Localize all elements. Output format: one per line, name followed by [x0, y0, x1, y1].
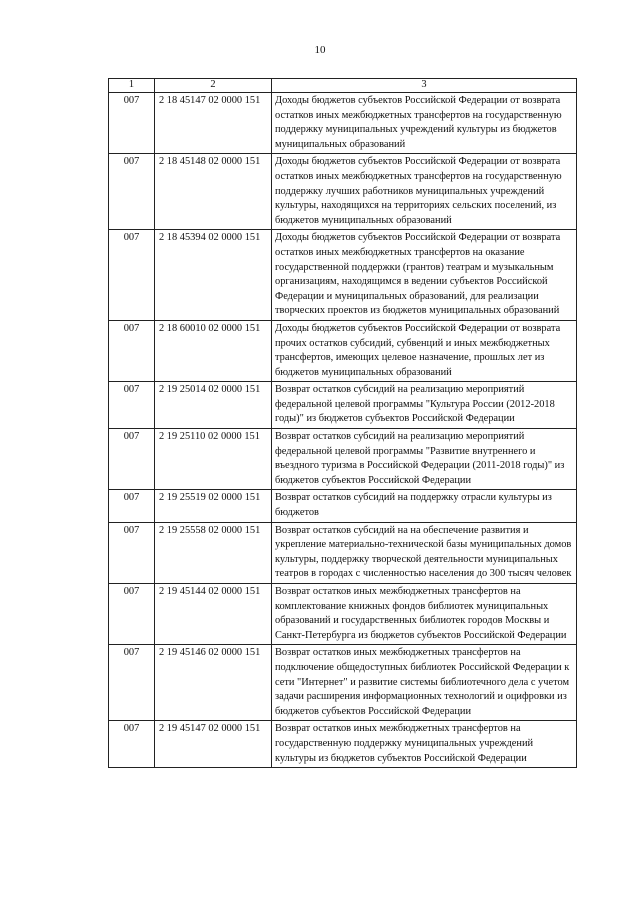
description-cell: Возврат остатков иных межбюджетных трансфертов на государственную поддержку муниципальных учреждений культуры из бюджетов субъектов Российской Федерации [272, 721, 577, 768]
table-header-row [109, 79, 577, 93]
admin-code-cell: 007 [109, 584, 155, 645]
budget-code-cell: 2 19 25519 02 0000 151 [155, 490, 272, 522]
description-cell: Доходы бюджетов субъектов Российской Федерации от возврата остатков иных межбюджетных трансфертов на государственную поддержку муниципальных учреждений культуры из бюджетов муниципальных образований [272, 93, 577, 154]
budget-code-cell: 2 18 45147 02 0000 151 [155, 93, 272, 154]
budget-code-cell: 2 18 45148 02 0000 151 [155, 154, 272, 230]
description-cell: Доходы бюджетов субъектов Российской Федерации от возврата остатков иных межбюджетных трансфертов на оказание государственной поддержки (грантов) театрам и музыкальным организациям, находящимся в ведении субъектов Российской Федерации и муниципальных образований, для реализации творческих проектов из бюджетов муниципальных образований [272, 230, 577, 321]
admin-code-cell: 007 [109, 382, 155, 429]
budget-code-cell: 2 18 45394 02 0000 151 [155, 230, 272, 321]
admin-code-cell: 007 [109, 230, 155, 321]
column-header-3: 3 [272, 79, 577, 93]
table-row [109, 93, 577, 154]
table-row [109, 382, 577, 429]
table-row [109, 584, 577, 645]
table-row [109, 154, 577, 230]
table-row [109, 230, 577, 321]
description-cell: Возврат остатков субсидий на на обеспечение развития и укрепление материально-технической базы муниципальных домов культуры, поддержку творческой деятельности муниципальных театров в городах с численностью населения до 300 тысяч человек [272, 522, 577, 583]
description-cell: Возврат остатков субсидий на реализацию мероприятий федеральной целевой программы "Развитие внутреннего и въездного туризма в Российской Федерации (2011-2018 годы)" из бюджетов субъектов Российской Федерации [272, 429, 577, 490]
description-cell: Возврат остатков субсидий на поддержку отрасли культуры из бюджетов [272, 490, 577, 522]
table-row [109, 522, 577, 583]
admin-code-cell: 007 [109, 93, 155, 154]
admin-code-cell: 007 [109, 645, 155, 721]
description-cell: Доходы бюджетов субъектов Российской Федерации от возврата остатков иных межбюджетных трансфертов на государственную поддержку лучших работников муниципальных учреждений культуры, находящихся на территориях сельских поселений, из бюджетов муниципальных образований [272, 154, 577, 230]
page-number: 10 [314, 44, 326, 56]
table-row [109, 490, 577, 522]
revenue-codes-table [108, 78, 577, 768]
admin-code-cell: 007 [109, 490, 155, 522]
table-row [109, 721, 577, 768]
admin-code-cell: 007 [109, 154, 155, 230]
column-header-2: 2 [155, 79, 272, 93]
admin-code-cell: 007 [109, 522, 155, 583]
admin-code-cell: 007 [109, 320, 155, 381]
table-row [109, 429, 577, 490]
budget-code-cell: 2 19 45147 02 0000 151 [155, 721, 272, 768]
table-row [109, 645, 577, 721]
admin-code-cell: 007 [109, 429, 155, 490]
budget-code-cell: 2 18 60010 02 0000 151 [155, 320, 272, 381]
budget-code-cell: 2 19 45146 02 0000 151 [155, 645, 272, 721]
admin-code-cell: 007 [109, 721, 155, 768]
budget-code-cell: 2 19 25014 02 0000 151 [155, 382, 272, 429]
description-cell: Возврат остатков субсидий на реализацию мероприятий федеральной целевой программы "Культура России (2012-2018 годы)" из бюджетов субъектов Российской Федерации [272, 382, 577, 429]
budget-code-cell: 2 19 25558 02 0000 151 [155, 522, 272, 583]
budget-code-cell: 2 19 45144 02 0000 151 [155, 584, 272, 645]
table-row [109, 320, 577, 381]
description-cell: Доходы бюджетов субъектов Российской Федерации от возврата прочих остатков субсидий, субвенций и иных межбюджетных трансфертов, имеющих целевое назначение, прошлых лет из бюджетов муниципальных образований [272, 320, 577, 381]
budget-code-cell: 2 19 25110 02 0000 151 [155, 429, 272, 490]
column-header-1: 1 [109, 79, 155, 93]
description-cell: Возврат остатков иных межбюджетных трансфертов на комплектование книжных фондов библиотек муниципальных образований и государственных библиотек городов Москвы и Санкт-Петербурга из бюджетов субъектов Российской Федерации [272, 584, 577, 645]
description-cell: Возврат остатков иных межбюджетных трансфертов на подключение общедоступных библиотек Российской Федерации к сети "Интернет" и развитие системы библиотечного дела с учетом задачи расширения информационных технологий и оцифровки из бюджетов субъектов Российской Федерации [272, 645, 577, 721]
